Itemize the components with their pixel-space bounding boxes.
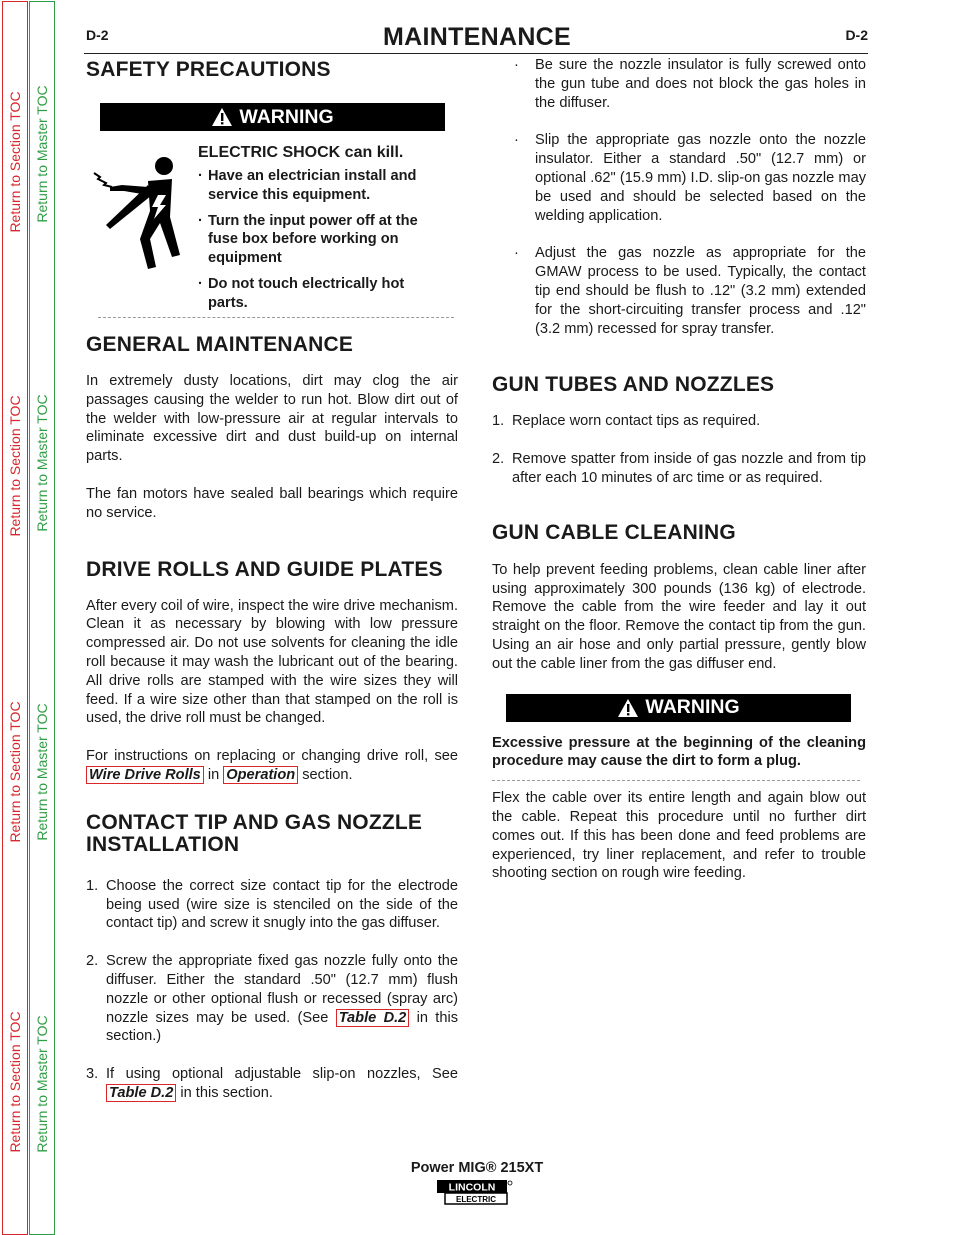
- list-item: [492, 412, 866, 431]
- item-number: 2.: [86, 953, 99, 970]
- section-toc-label: Return to Section TOC: [7, 91, 23, 233]
- list-item: [86, 952, 458, 1046]
- item-text: [106, 1065, 458, 1103]
- master-toc-strip: [29, 1, 55, 1235]
- contact-tip-heading: [86, 812, 458, 856]
- item-text: Remove spatter from inside of gas nozzle and from tip after each 10 minutes of arc time or as required.: [512, 451, 866, 486]
- gun-cable-heading: GUN CABLE CLEANING: [492, 520, 736, 544]
- general-maintenance-heading: GENERAL MAINTENANCE: [86, 333, 354, 356]
- right-column: [492, 56, 866, 883]
- section-toc-strip: [2, 1, 28, 1235]
- safety-bullet: · Have an electrician install and service this equipment.: [198, 167, 448, 205]
- lincoln-electric-logo: [437, 1180, 513, 1206]
- shock-title: ELECTRIC SHOCK can kill.: [198, 144, 404, 161]
- return-to-master-toc-link[interactable]: [30, 24, 54, 284]
- list-item: [492, 450, 866, 488]
- text: in this section.: [176, 1084, 273, 1101]
- master-toc-label: Return to Master TOC: [34, 85, 50, 223]
- safety-bullet: · Turn the input power off at the fuse box before working on equipment: [198, 212, 448, 268]
- heading-line: INSTALLATION: [86, 832, 240, 856]
- text: section.: [298, 766, 353, 783]
- warning-label: WARNING: [645, 696, 740, 719]
- page-title: MAINTENANCE: [382, 23, 572, 51]
- page-number-left: D-2: [86, 27, 109, 43]
- electric-shock-block: [86, 143, 458, 325]
- header-rule: [84, 53, 868, 54]
- return-to-master-toc-link[interactable]: [30, 642, 54, 902]
- table-d2-link[interactable]: Table D.2: [336, 1009, 410, 1027]
- master-toc-label: Return to Master TOC: [34, 394, 50, 532]
- divider: [492, 780, 860, 781]
- cable-warning-text: Excessive pressure at the beginning of the cleaning procedure may cause the dirt to form a plug.: [492, 734, 866, 770]
- general-paragraph-2: The fan motors have sealed ball bearings which require no service.: [86, 485, 458, 521]
- warning-banner: [100, 103, 445, 131]
- warning-triangle-icon: [211, 107, 233, 127]
- return-to-section-toc-link[interactable]: [3, 32, 27, 292]
- list-item: [492, 244, 866, 338]
- product-model: Power MIG® 215XT: [410, 1160, 544, 1176]
- section-toc-label: Return to Section TOC: [7, 1011, 23, 1153]
- bullet: ·: [514, 132, 519, 149]
- safety-bullet-text: Do not touch electrically hot parts.: [208, 275, 405, 311]
- safety-bullet: · Do not touch electrically hot parts.: [198, 275, 448, 313]
- section-toc-label: Return to Section TOC: [7, 701, 23, 843]
- item-number: 1.: [492, 413, 505, 430]
- section-toc-label: Return to Section TOC: [7, 395, 23, 537]
- bullet: ·: [514, 245, 519, 262]
- warning-label: WARNING: [239, 105, 334, 128]
- item-text: Slip the appropriate gas nozzle onto the nozzle insulator. Either a standard .50" (12.7 mm) or optional .62" (15.9 mm) I.D. slip-on gas nozzle may be used and should be selected based on the welding application.: [535, 132, 866, 224]
- svg-text:ELECTRIC: ELECTRIC: [456, 1195, 496, 1204]
- bullet: ·: [514, 57, 519, 73]
- text: Screw the appropriate fixed gas nozzle fully onto the diffuser. Either the standard .50" (12.7 mm) flush nozzle or other optional flush or recessed (spray arc) nozzle sizes may be used. (See: [106, 953, 458, 1026]
- item-text: Be sure the nozzle insulator is fully screwed onto the gun tube and does not block the gas holes in the diffuser.: [535, 57, 866, 111]
- general-paragraph-1: In extremely dusty locations, dirt may clog the air passages causing the welder to run hot. Blow dirt out of the welder with low-pressure air at regular intervals to eliminate excessive dirt and dust build-up on internal parts.: [86, 373, 458, 465]
- text: in this section.): [106, 1009, 459, 1045]
- return-to-section-toc-link[interactable]: [3, 336, 27, 596]
- drive-paragraph-2: [86, 747, 458, 785]
- safety-heading: SAFETY PRECAUTIONS: [86, 58, 331, 81]
- list-item: [86, 1065, 458, 1103]
- warning-triangle-icon: [617, 698, 639, 718]
- list-item: [492, 56, 866, 112]
- electric-shock-icon: [92, 155, 192, 275]
- safety-bullet-text: Have an electrician install and service this equipment.: [208, 168, 417, 203]
- left-column: [86, 56, 458, 1103]
- item-text: Replace worn contact tips as required.: [512, 413, 761, 430]
- cable-paragraph-2: Flex the cable over its entire length and again blow out the cable. Repeat this procedure until no further dirt comes out. If this has been done and feed problems are experienced, try liner replacement, and refer to trouble shooting section on rough wire feeding.: [492, 790, 866, 882]
- drive-rolls-heading: DRIVE ROLLS AND GUIDE PLATES: [86, 557, 443, 581]
- cable-paragraph-1: To help prevent feeding problems, clean cable liner after using approximately 300 pounds (136 kg) of electrode. Remove the cable from the wire feeder and lay it out straight on the floor. Remove the contact tip from the gun. Using an air hose and only partial pressure, gently blow out the cable liner from the gas diffuser end.: [492, 561, 866, 672]
- gun-tubes-heading: GUN TUBES AND NOZZLES: [492, 373, 775, 397]
- list-item: [492, 131, 866, 225]
- heading-line: CONTACT TIP AND GAS NOZZLE: [86, 810, 423, 834]
- return-to-master-toc-link[interactable]: [30, 333, 54, 593]
- warning-banner: [506, 694, 851, 722]
- return-to-section-toc-link[interactable]: [3, 642, 27, 902]
- table-d2-link[interactable]: Table D.2: [106, 1084, 176, 1102]
- drive-paragraph-1: After every coil of wire, inspect the wire drive mechanism. Clean it as necessary by blowing with low pressure compressed air. Do not use solvents for cleaning the idle roll because it may wash the lubricant out of the bearing. All drive rolls are stamped with the wire sizes they will feed. If a wire size other than that stamped on the roll is used, the drive roll must be changed.: [86, 597, 458, 727]
- master-toc-label: Return to Master TOC: [34, 1015, 50, 1153]
- text: in: [203, 766, 224, 783]
- safety-bullet-text: Turn the input power off at the fuse box before working on equipment: [208, 212, 418, 267]
- operation-link[interactable]: Operation: [223, 766, 298, 784]
- item-text: Adjust the gas nozzle as appropriate for the GMAW process to be used. Typically, the contact tip end should be flush to .12" (3.2 mm) extended for the short-circuiting transfer process and .12" (3.2 mm) recessed for spray transfer.: [535, 245, 866, 337]
- text: If using optional adjustable slip-on nozzles, See: [106, 1066, 458, 1083]
- item-text: Choose the correct size contact tip for the electrode being used (wire size is stenciled on the side of the contact tip) and screw it snugly into the gas diffuser.: [106, 877, 458, 932]
- item-number: 1.: [86, 877, 99, 894]
- wire-drive-rolls-link[interactable]: Wire Drive Rolls: [86, 766, 204, 784]
- list-item: [86, 877, 458, 933]
- item-number: 3.: [86, 1066, 99, 1083]
- svg-text:LINCOLN: LINCOLN: [448, 1181, 496, 1194]
- master-toc-label: Return to Master TOC: [34, 703, 50, 841]
- text: For instructions on replacing or changing drive roll, see: [86, 748, 458, 765]
- page-number-right: D-2: [845, 27, 868, 43]
- item-number: 2.: [492, 451, 505, 468]
- item-text: [106, 952, 458, 1046]
